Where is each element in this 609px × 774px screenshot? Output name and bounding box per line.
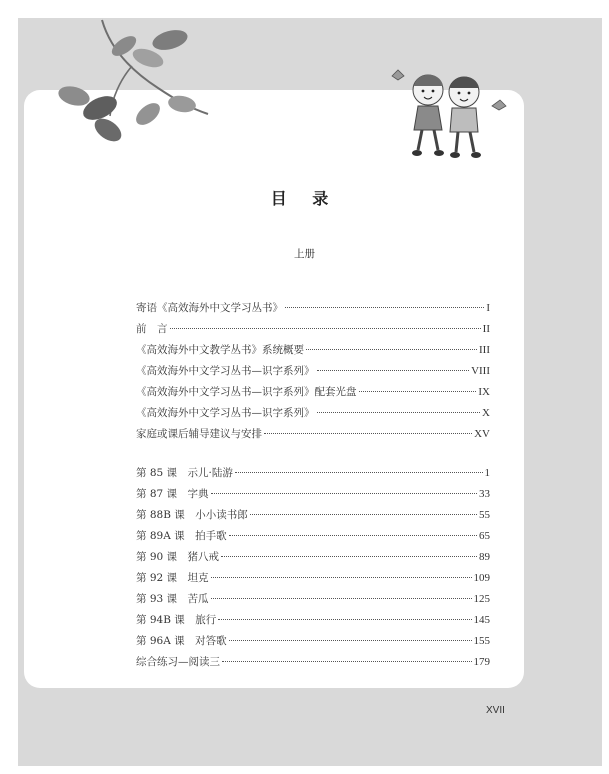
toc-entry-page: 155 <box>473 635 490 647</box>
toc-entry-page: 89 <box>479 551 490 563</box>
dot-leader <box>221 556 477 557</box>
toc-entry <box>136 486 490 507</box>
dot-leader <box>306 349 477 350</box>
cartoon-children-illustration <box>388 64 512 164</box>
dot-leader <box>317 370 470 371</box>
dot-leader <box>222 661 472 662</box>
toc-entry <box>136 300 490 321</box>
dot-leader <box>229 640 472 641</box>
toc-entry <box>136 612 490 633</box>
toc-entry-label: 《高效海外中文学习丛书—识字系列》 <box>136 365 315 377</box>
toc-entry-page: 65 <box>479 530 490 542</box>
toc-entry <box>136 465 490 486</box>
dot-leader <box>264 433 472 434</box>
page-number: XVII <box>486 705 505 716</box>
toc-entry-page: VIII <box>471 365 490 377</box>
toc-entry-label: 第 96A 课 对答歌 <box>136 635 227 647</box>
toc-entry-label: 《高效海外中文学习丛书—识字系列》配套光盘 <box>136 386 357 398</box>
toc-entry-page: 145 <box>473 614 490 626</box>
toc-entry-page: III <box>479 344 490 356</box>
toc-entry <box>136 633 490 654</box>
dot-leader <box>211 598 472 599</box>
toc-entry-label: 《高效海外中文学习丛书—识字系列》 <box>136 407 315 419</box>
toc-entry-label: 第 88B 课 小小读书郎 <box>136 509 248 521</box>
toc-entry-page: IX <box>478 386 490 398</box>
toc-entry <box>136 549 490 570</box>
toc-entry-label: 前 言 <box>136 323 168 335</box>
toc-entry <box>136 426 490 447</box>
toc-entry-label: 家庭或课后辅导建议与安排 <box>136 428 262 440</box>
toc-entry-page: II <box>482 323 490 335</box>
toc-entry-page: 55 <box>479 509 490 521</box>
dot-leader <box>218 619 471 620</box>
toc-entry <box>136 528 490 549</box>
leaf-icon <box>132 99 164 129</box>
leaf-branch-illustration <box>40 18 220 148</box>
dot-leader <box>235 472 483 473</box>
toc-entry <box>136 321 490 342</box>
leaf-icon <box>56 83 92 109</box>
toc-entry-page: 33 <box>479 488 490 500</box>
toc-entry-label: 《高效海外中文教学丛书》系统概要 <box>136 344 304 356</box>
toc-entry <box>136 363 490 384</box>
page-title: 目 录 <box>270 189 339 208</box>
toc-entry-label: 第 87 课 字典 <box>136 488 209 500</box>
toc-entry-label: 第 94B 课 旅行 <box>136 614 217 626</box>
volume-heading: 上册 <box>294 248 315 260</box>
toc-entry-label: 第 93 课 苦瓜 <box>136 593 209 605</box>
toc-entry <box>136 405 490 426</box>
toc-entry-page: XV <box>474 428 490 440</box>
dot-leader <box>359 391 477 392</box>
toc-entry-page: 125 <box>473 593 490 605</box>
dot-leader <box>229 535 477 536</box>
toc-entry-label: 第 85 课 示儿·陆游 <box>136 467 233 479</box>
dot-leader <box>211 577 472 578</box>
dot-leader <box>250 514 477 515</box>
toc-entry-page: 179 <box>473 656 490 668</box>
toc-entry-page: 109 <box>473 572 490 584</box>
toc-entry-page: 1 <box>484 467 490 479</box>
lesson-list <box>136 465 490 675</box>
toc-entry-label: 第 90 课 猪八戒 <box>136 551 220 563</box>
toc-entry <box>136 654 490 675</box>
toc-entry-page: X <box>482 407 490 419</box>
toc-entry-label: 寄语《高效海外中文学习丛书》 <box>136 302 283 314</box>
dot-leader <box>170 328 481 329</box>
front-matter-list <box>136 300 490 447</box>
toc-entry-label: 第 89A 课 拍手歌 <box>136 530 227 542</box>
leaf-icon <box>150 27 189 54</box>
toc-entry <box>136 591 490 612</box>
toc-entry <box>136 384 490 405</box>
toc-entry-label: 综合练习—阅读三 <box>136 656 220 668</box>
dot-leader <box>285 307 484 308</box>
toc-entry <box>136 570 490 591</box>
toc-entry-label: 第 92 课 坦克 <box>136 572 209 584</box>
toc-entry <box>136 342 490 363</box>
dot-leader <box>317 412 481 413</box>
toc-entry-page: I <box>486 302 490 314</box>
toc-entry <box>136 507 490 528</box>
dot-leader <box>211 493 477 494</box>
